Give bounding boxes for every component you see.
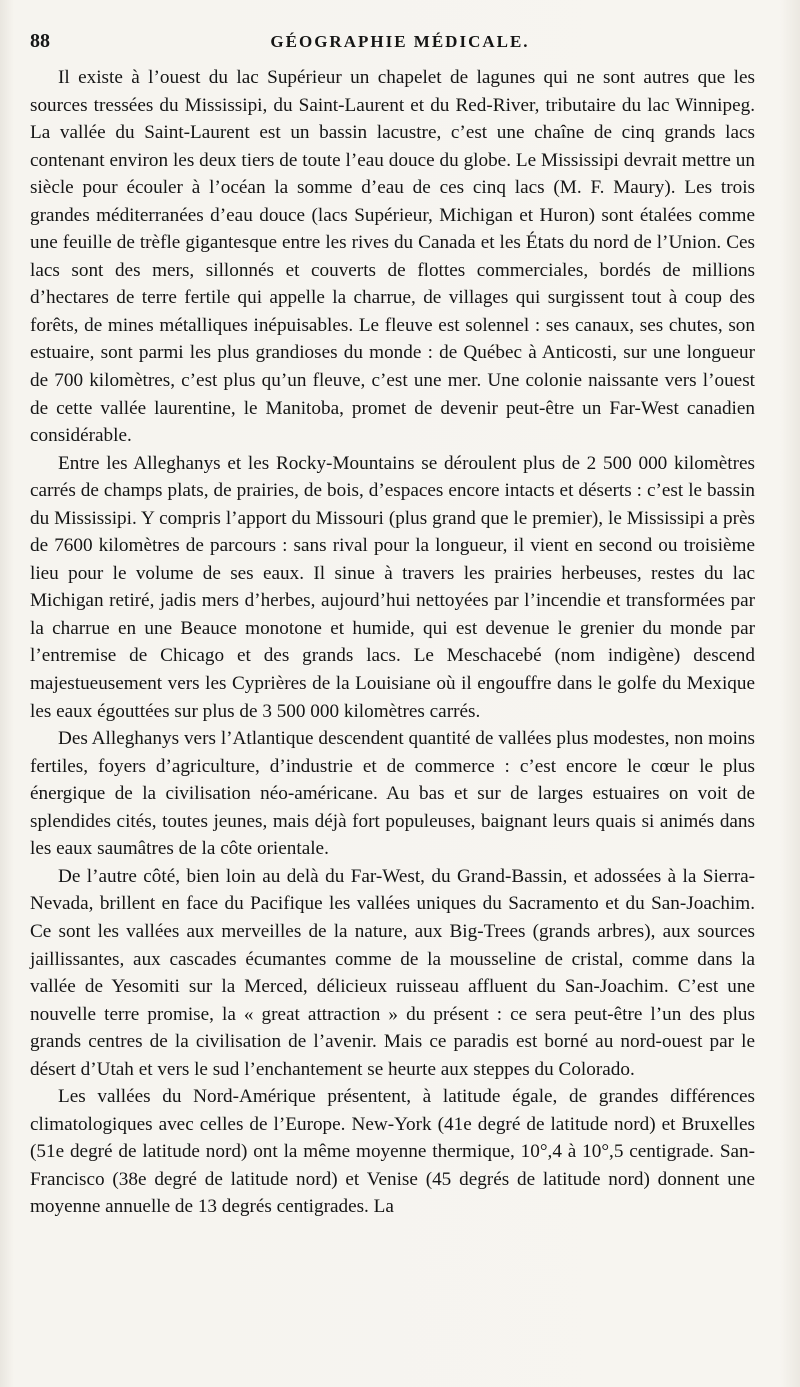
paragraph-pacific-valleys: De l’autre côté, bien loin au delà du Far-West, du Grand-Bassin, et adossées à la Sierra-Nevada, brillent en face du Pacifique les vallées uniques du Sacramento et du San-Joachim. Ce sont les vallées aux merveilles de la nature, aux Big-Trees (grands arbres), aux sources jaillissantes, aux cascades écumantes comme de la mousseline de cristal, comme dans la vallée de Yesomiti sur la Merced, délicieux ruisseau affluent du San-Joachim. C’est une nouvelle terre promise, la « great attraction » du présent : ce sera peut-être l’un des plus grands centres de la civilisation de l’avenir. Mais ce paradis est borné au nord-ouest par le désert d’Utah et vers le sud l’enchantement se heurte aux steppes du Colorado. bbox=[30, 865, 755, 1080]
running-title: GÉOGRAPHIE MÉDICALE. bbox=[270, 32, 530, 51]
paragraph-climatology: Les vallées du Nord-Amérique présentent, à latitude égale, de grandes différences climatologiques avec celles de l’Europe. New-York (41e degré de latitude nord) et Bruxelles (51e degré de latitude nord) ont la même moyenne thermique, 10°,4 à 10°,5 centigrade. San-Francisco (38e degré de latitude nord) et Venise (45 degrés de latitude nord) donnent une moyenne annuelle de 13 degrés centigrades. La bbox=[30, 1086, 755, 1218]
paragraph-mississippi: Entre les Alleghanys et les Rocky-Mountains se déroulent plus de 2 500 000 kilomètres carrés de champs plats, de prairies, de bois, d’espaces encore intacts et déserts : c’est le bassin du Mississipi. Y compris l’apport du Missouri (plus grand que le premier), le Mississipi a près de 7600 kilomètres de parcours : sans rival pour la longueur, il vient en second ou troisième lieu pour le volume de ses eaux. Il sinue à travers les prairies herbeuses, restes du lac Michigan retiré, jadis mers d’herbes, aujourd’hui nettoyées par l’incendie et transformées par la charrue en une Beauce monotone et humide, qui est devenue le grenier du monde par l’entremise de Chicago et des grands lacs. Le Meschacebé (nom indigène) descend majestueusement vers les Cyprières de la Louisiane où il engouffre dans le golfe du Mexique les eaux égouttées sur plus de 3 500 000 kilomètres carrés. bbox=[30, 452, 755, 722]
paragraph-atlantic-valleys: Des Alleghanys vers l’Atlantique descendent quantité de vallées plus modestes, non moins fertiles, foyers d’agriculture, d’industrie et de commerce : c’est encore le cœur le plus énergique de la civilisation néo-américane. Au bas et sur de larges estuaires on voit de splendides cités, toutes jeunes, mais déjà fort populeuses, baignant leurs quais si animés dans les eaux saumâtres de la côte orientale. bbox=[30, 728, 755, 860]
paragraph-lakes: Il existe à l’ouest du lac Supérieur un chapelet de lagunes qui ne sont autres que les sources tressées du Mississipi, du Saint-Laurent et du Red-River, tributaire du lac Winnipeg. La vallée du Saint-Laurent est un bassin lacustre, c’est une chaîne de cinq grands lacs contenant environ les deux tiers de toute l’eau douce du globe. Le Mississipi devrait mettre un siècle pour écouler à l’océan la somme d’eau de ces cinq lacs (M. F. Maury). Les trois grandes méditerranées d’eau douce (lacs Supérieur, Michigan et Huron) sont étalées comme une feuille de trèfle gigantesque entre les rives du Canada et les États du nord de l’Union. Ces lacs sont des mers, sillonnés et couverts de flottes commerciales, bordés de millions d’hectares de terre fertile qui appelle la charrue, de villages qui surgissent tout à coup des forêts, de mines métalliques inépuisables. Le fleuve est solennel : ses canaux, ses chutes, son estuaire, sont parmi les plus grandioses du monde : de Québec à Anticosti, sur une longueur de 700 kilomètres, c’est plus qu’un fleuve, c’est une mer. Une colonie naissante vers l’ouest de cette vallée laurentine, le Manitoba, promet de devenir peut-être un Far-West canadien considérable. bbox=[30, 67, 755, 447]
page-header bbox=[30, 30, 770, 56]
page-body bbox=[30, 64, 755, 1221]
page-number: 88 bbox=[30, 30, 50, 52]
